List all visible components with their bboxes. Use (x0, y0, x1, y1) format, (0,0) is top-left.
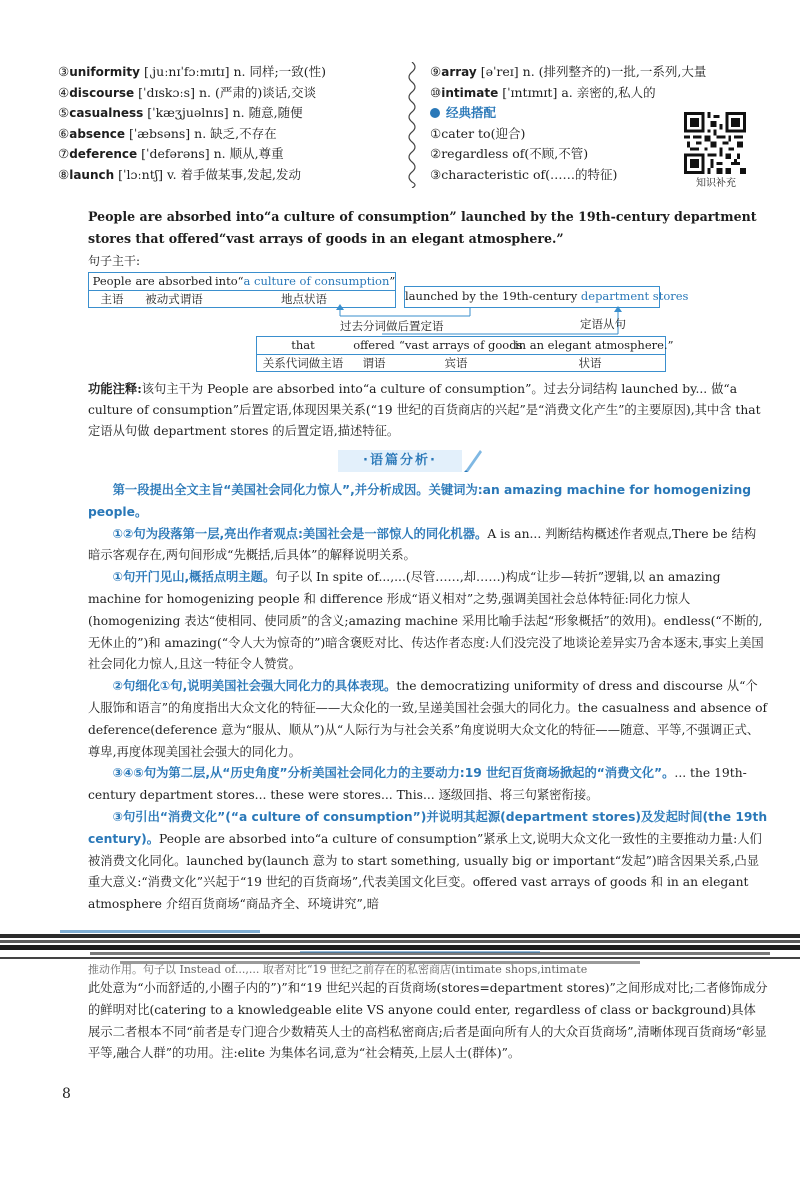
word-offered: offered (353, 338, 395, 352)
analysis-paragraph: 第一段提出全文主旨“美国社会同化力惊人”,并分析成因。关键词为:an amazing machine for homogenizing people。 (88, 483, 752, 519)
word-into-culture: into“a culture of consumption” (215, 274, 396, 288)
vocab-list-right (430, 62, 707, 186)
role-relative-pronoun: 关系代词做主语 (262, 356, 344, 370)
role-object: 宾语 (444, 356, 468, 370)
role-predicate: 谓语 (362, 356, 386, 370)
vocab-item: ③uniformity [ˌjuːnɪˈfɔːmɪtɪ] n. 同样;一致(性) (58, 64, 326, 79)
role-location-adverbial: 地点状语 (281, 292, 327, 306)
word-that: that (291, 338, 315, 352)
analysis-paragraph: ①句开门见山,概括点明主题。句子以 In spite of...,...(尽管……,却……)构成“让步—转折”逻辑,以 an amazing machine for homogenizing people 和 difference 形成“语义相对”之势,强调美国社会总体特征:同化力惊人(homogenizing 表达“使相同、使同质”的含义;amazing machine 采用比喻手法起“形象概括”的效用)。endless(“不断的,无休止的”)和 amazing(“令人大为惊奇的”)暗含褒贬对比、传达作者态度:人们没完没了地谈论差异实乃舍本逐末,事实上美国社会同化力惊人,且这一特征令人赞赏。 (88, 570, 764, 672)
vocab-item: ⑤casualness [ˈkæʒjuəlnɪs] n. 随意,随便 (58, 105, 303, 121)
role-adverbial: 状语 (578, 356, 602, 370)
bottom-paragraph (88, 964, 768, 1065)
discourse-analysis (88, 480, 768, 916)
analysis-paragraph: ③④⑤句为第二层,从“历史角度”分析美国社会同化力的主要动力:19 世纪百货商场掀起的“消费文化”。... the 19th-century department stores... these were stores... This... 逐级回指、将三句紧密衔接。 (88, 766, 747, 803)
qr-caption: 知识补充 (696, 178, 736, 189)
collocation-item: ①cater to(迎合) (430, 125, 526, 141)
role-subject: 主语 (100, 292, 124, 306)
analysis-paragraph: ③句引出“消费文化”(“a culture of consumption”)并说明其起源(department stores)及发起时间(the 19th century)。People are absorbed into“a culture of consumption”紧承上文,说明大众文化一致性的主要推动力量:人们被消费文化同化。launched by(launch 意为 to start something, usually big or important“发起”)暗含因果关系,凸显重大意义:“消费文化”兴起于“19 世纪的百货商场”,代表美国文化巨变。offered vast arrays of goods 和 in an elegant atmosphere 介绍百货商场“商品齐全、环境讲究”,暗 (88, 809, 768, 912)
vocab-item: ⑧launch [ˈlɔːntʃ] v. 着手做某事,发起,发动 (58, 166, 301, 182)
function-note: 功能注释:该句主干为 People are absorbed into“a culture of consumption”。过去分词结构 launched by... 做“a culture of consumption”后置定语,体现因果关系(“19 世纪的百货商店的兴起”是“消费文化产生”的主要原因),其中含 that 定语从句做 department stores 的后置定语,描述特征。 (88, 381, 761, 438)
vocab-item: ⑦deference [ˈdefərəns] n. 顺从,尊重 (58, 146, 284, 162)
role-passive-predicate: 被动式谓语 (145, 292, 203, 306)
participle-phrase: launched by the 19th-century department stores (405, 289, 689, 303)
collocation-heading: 经典搭配 (430, 103, 680, 124)
vocab-list-left (58, 62, 398, 186)
example-sentence: People are absorbed into“a culture of consumption” launched by the 19th-century department stores that offered“vast arrays of goods in an elegant atmosphere.” (88, 209, 757, 246)
collocation-item: ③characteristic of(……的特征) (430, 166, 618, 182)
bullet-icon (430, 108, 440, 118)
wavy-divider (404, 62, 420, 188)
word-people: People (92, 274, 132, 288)
pen-icon (462, 446, 484, 474)
word-vast-arrays: “vast arrays of goods (399, 338, 523, 352)
word-are-absorbed: are absorbed (135, 274, 213, 288)
vocab-item: ⑥absence [ˈæbsəns] n. 缺乏,不存在 (58, 125, 277, 141)
vocab-item: ⑩intimate [ˈɪntɪmɪt] a. 亲密的,私人的 (430, 84, 656, 100)
clause-box (256, 336, 674, 372)
diagram-label: 句子主干: (88, 254, 141, 268)
collocation-item: ②regardless of(不顾,不管) (430, 146, 589, 162)
analysis-paragraph: ②句细化①句,说明美国社会强大同化力的具体表现。the democratizing uniformity of dress and discourse 从“个人服饰和语言”的角度指出大众文化的特征——大众化的一致,呈递美国社会强大的同化力。the casualness and absence of deference(deference 意为“服从、顺从”)从“人际行为与社会关系”角度说明大众文化的特征——随意、平等,不强调正式、尊卑,再度体现美国社会强大的同化力。 (88, 679, 768, 759)
bottom-text: 此处意为“小而舒适的,小圈子内的”)”和“19 世纪兴起的百货商场(stores=department stores)”之间形成对比;二者修饰成分的鲜明对比(catering to a knowledgeable elite VS anyone could enter, regardless of class or background)具体展示二者根本不同“前者是专门迎合少数精英人士的高档私密商店;后者是面向所有人的大众百货商场”,清晰体现百货商场“彰显平等,融合人群”的功用。注:elite 为集体名词,意为“社会精英,上层人士(群体)”。 (88, 981, 768, 1061)
word-elegant-atmosphere: in an elegant atmosphere.” (515, 338, 674, 352)
qr-code-icon[interactable] (684, 112, 746, 174)
label-attributive-clause: 定语从句 (580, 317, 626, 331)
label-participle-modifier: 过去分词做后置定语 (340, 319, 444, 333)
analysis-paragraph: ①②句为段落第一层,亮出作者观点:美国社会是一部惊人的同化机器。A is an... 判断结构概述作者观点,There be 结构暗示客观存在,两句间形成“先概括,后具体”的解释说明关系。 (88, 526, 757, 563)
function-note-label: 功能注释: (88, 381, 142, 396)
vocab-item: ⑨array [əˈreɪ] n. (排列整齐的)一批,一系列,大量 (430, 64, 707, 79)
bottom-line-partial: 推动作用。句子以 Instead of...,... 取者对比“19 世纪之前存在的私密商店(intimate shops,intimate (88, 964, 588, 976)
section-title: ·语篇分析· (338, 450, 462, 472)
vocab-item: ④discourse [ˈdɪskɔːs] n. (严肃的)谈话,交谈 (58, 84, 317, 100)
page-number: 8 (62, 1086, 71, 1102)
